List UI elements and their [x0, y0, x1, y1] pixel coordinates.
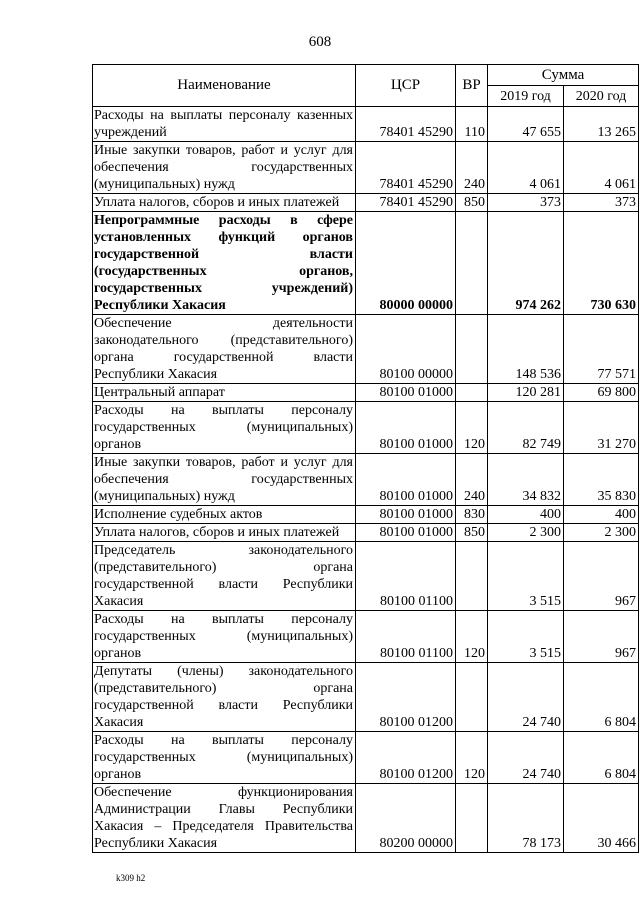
header-csr: ЦСР [356, 65, 456, 107]
row-vr [456, 542, 488, 611]
row-csr: 80100 00000 [356, 315, 456, 384]
row-vr: 830 [456, 506, 488, 524]
row-2019: 2 300 [488, 524, 564, 542]
row-2019: 24 740 [488, 732, 564, 784]
row-2020: 373 [564, 194, 639, 212]
row-name: Обеспечение деятельности законодательного (представительного) органа государственной власти Республики Хакасия [93, 315, 356, 384]
row-name: Иные закупки товаров, работ и услуг для обеспечения государственных (муниципальных) нужд [93, 454, 356, 506]
row-csr: 80100 01100 [356, 611, 456, 663]
row-2020: 730 630 [564, 212, 639, 315]
table-row [93, 315, 639, 384]
row-csr: 80100 01000 [356, 506, 456, 524]
row-2019: 4 061 [488, 142, 564, 194]
footer-code: k309 h2 [116, 873, 146, 883]
row-csr: 80100 01000 [356, 454, 456, 506]
header-2019: 2019 год [488, 86, 564, 107]
row-2019: 120 281 [488, 384, 564, 402]
row-vr [456, 384, 488, 402]
table-row [93, 212, 639, 315]
row-2020: 35 830 [564, 454, 639, 506]
row-csr: 80100 01100 [356, 542, 456, 611]
row-name: Расходы на выплаты персоналу казенных учреждений [93, 107, 356, 142]
row-2020: 31 270 [564, 402, 639, 454]
row-2019: 78 173 [488, 784, 564, 853]
row-name: Расходы на выплаты персоналу государственных (муниципальных) органов [93, 611, 356, 663]
row-2019: 34 832 [488, 454, 564, 506]
row-csr: 80100 01200 [356, 732, 456, 784]
page-number: 608 [308, 34, 332, 50]
row-2020: 77 571 [564, 315, 639, 384]
table-row [93, 402, 639, 454]
row-vr: 240 [456, 142, 488, 194]
row-csr: 80100 01000 [356, 384, 456, 402]
row-csr: 78401 45290 [356, 107, 456, 142]
row-csr: 80000 00000 [356, 212, 456, 315]
table-row [93, 611, 639, 663]
row-csr: 78401 45290 [356, 142, 456, 194]
row-2019: 3 515 [488, 611, 564, 663]
row-vr: 850 [456, 194, 488, 212]
row-2019: 47 655 [488, 107, 564, 142]
row-name: Иные закупки товаров, работ и услуг для обеспечения государственных (муниципальных) нужд [93, 142, 356, 194]
table-row [93, 384, 639, 402]
row-csr: 78401 45290 [356, 194, 456, 212]
table-body [93, 107, 639, 853]
row-2019: 400 [488, 506, 564, 524]
header-name: Наименование [93, 65, 356, 107]
row-vr: 240 [456, 454, 488, 506]
row-2019: 24 740 [488, 663, 564, 732]
row-2020: 967 [564, 611, 639, 663]
row-2019: 3 515 [488, 542, 564, 611]
table-row [93, 732, 639, 784]
row-vr [456, 315, 488, 384]
row-name: Уплата налогов, сборов и иных платежей [93, 524, 356, 542]
row-vr: 120 [456, 732, 488, 784]
row-2020: 6 804 [564, 663, 639, 732]
row-name: Непрограммные расходы в сфере установленных функций органов государственной власти (государственных органов, государственных учреждений) Республики Хакасия [93, 212, 356, 315]
table-row [93, 194, 639, 212]
header-vr: ВР [456, 65, 488, 107]
row-name: Обеспечение функционирования Администрации Главы Республики Хакасия – Председателя Правительства Республики Хакасия [93, 784, 356, 853]
row-vr [456, 663, 488, 732]
row-2019: 82 749 [488, 402, 564, 454]
row-vr: 120 [456, 611, 488, 663]
row-csr: 80100 01200 [356, 663, 456, 732]
table-row [93, 506, 639, 524]
row-name: Расходы на выплаты персоналу государственных (муниципальных) органов [93, 732, 356, 784]
row-vr: 120 [456, 402, 488, 454]
row-vr: 110 [456, 107, 488, 142]
table-row [93, 663, 639, 732]
row-csr: 80100 01000 [356, 524, 456, 542]
row-name: Исполнение судебных актов [93, 506, 356, 524]
row-vr: 850 [456, 524, 488, 542]
table-row [93, 542, 639, 611]
row-2020: 400 [564, 506, 639, 524]
header-sum: Сумма [488, 65, 639, 86]
row-2020: 30 466 [564, 784, 639, 853]
table-row [93, 784, 639, 853]
row-2020: 2 300 [564, 524, 639, 542]
row-2019: 373 [488, 194, 564, 212]
row-name: Расходы на выплаты персоналу государственных (муниципальных) органов [93, 402, 356, 454]
row-csr: 80100 01000 [356, 402, 456, 454]
row-vr [456, 784, 488, 853]
row-2020: 69 800 [564, 384, 639, 402]
table-row [93, 454, 639, 506]
row-2020: 967 [564, 542, 639, 611]
header-2020: 2020 год [564, 86, 639, 107]
row-2020: 6 804 [564, 732, 639, 784]
row-csr: 80200 00000 [356, 784, 456, 853]
row-vr [456, 212, 488, 315]
row-2019: 974 262 [488, 212, 564, 315]
row-name: Председатель законодательного (представительного) органа государственной власти Республики Хакасия [93, 542, 356, 611]
table-row [93, 107, 639, 142]
row-name: Уплата налогов, сборов и иных платежей [93, 194, 356, 212]
row-name: Центральный аппарат [93, 384, 356, 402]
row-2019: 148 536 [488, 315, 564, 384]
table-row [93, 142, 639, 194]
table-row [93, 524, 639, 542]
row-2020: 4 061 [564, 142, 639, 194]
budget-table [92, 64, 639, 853]
row-2020: 13 265 [564, 107, 639, 142]
row-name: Депутаты (члены) законодательного (представительного) органа государственной власти Республики Хакасия [93, 663, 356, 732]
